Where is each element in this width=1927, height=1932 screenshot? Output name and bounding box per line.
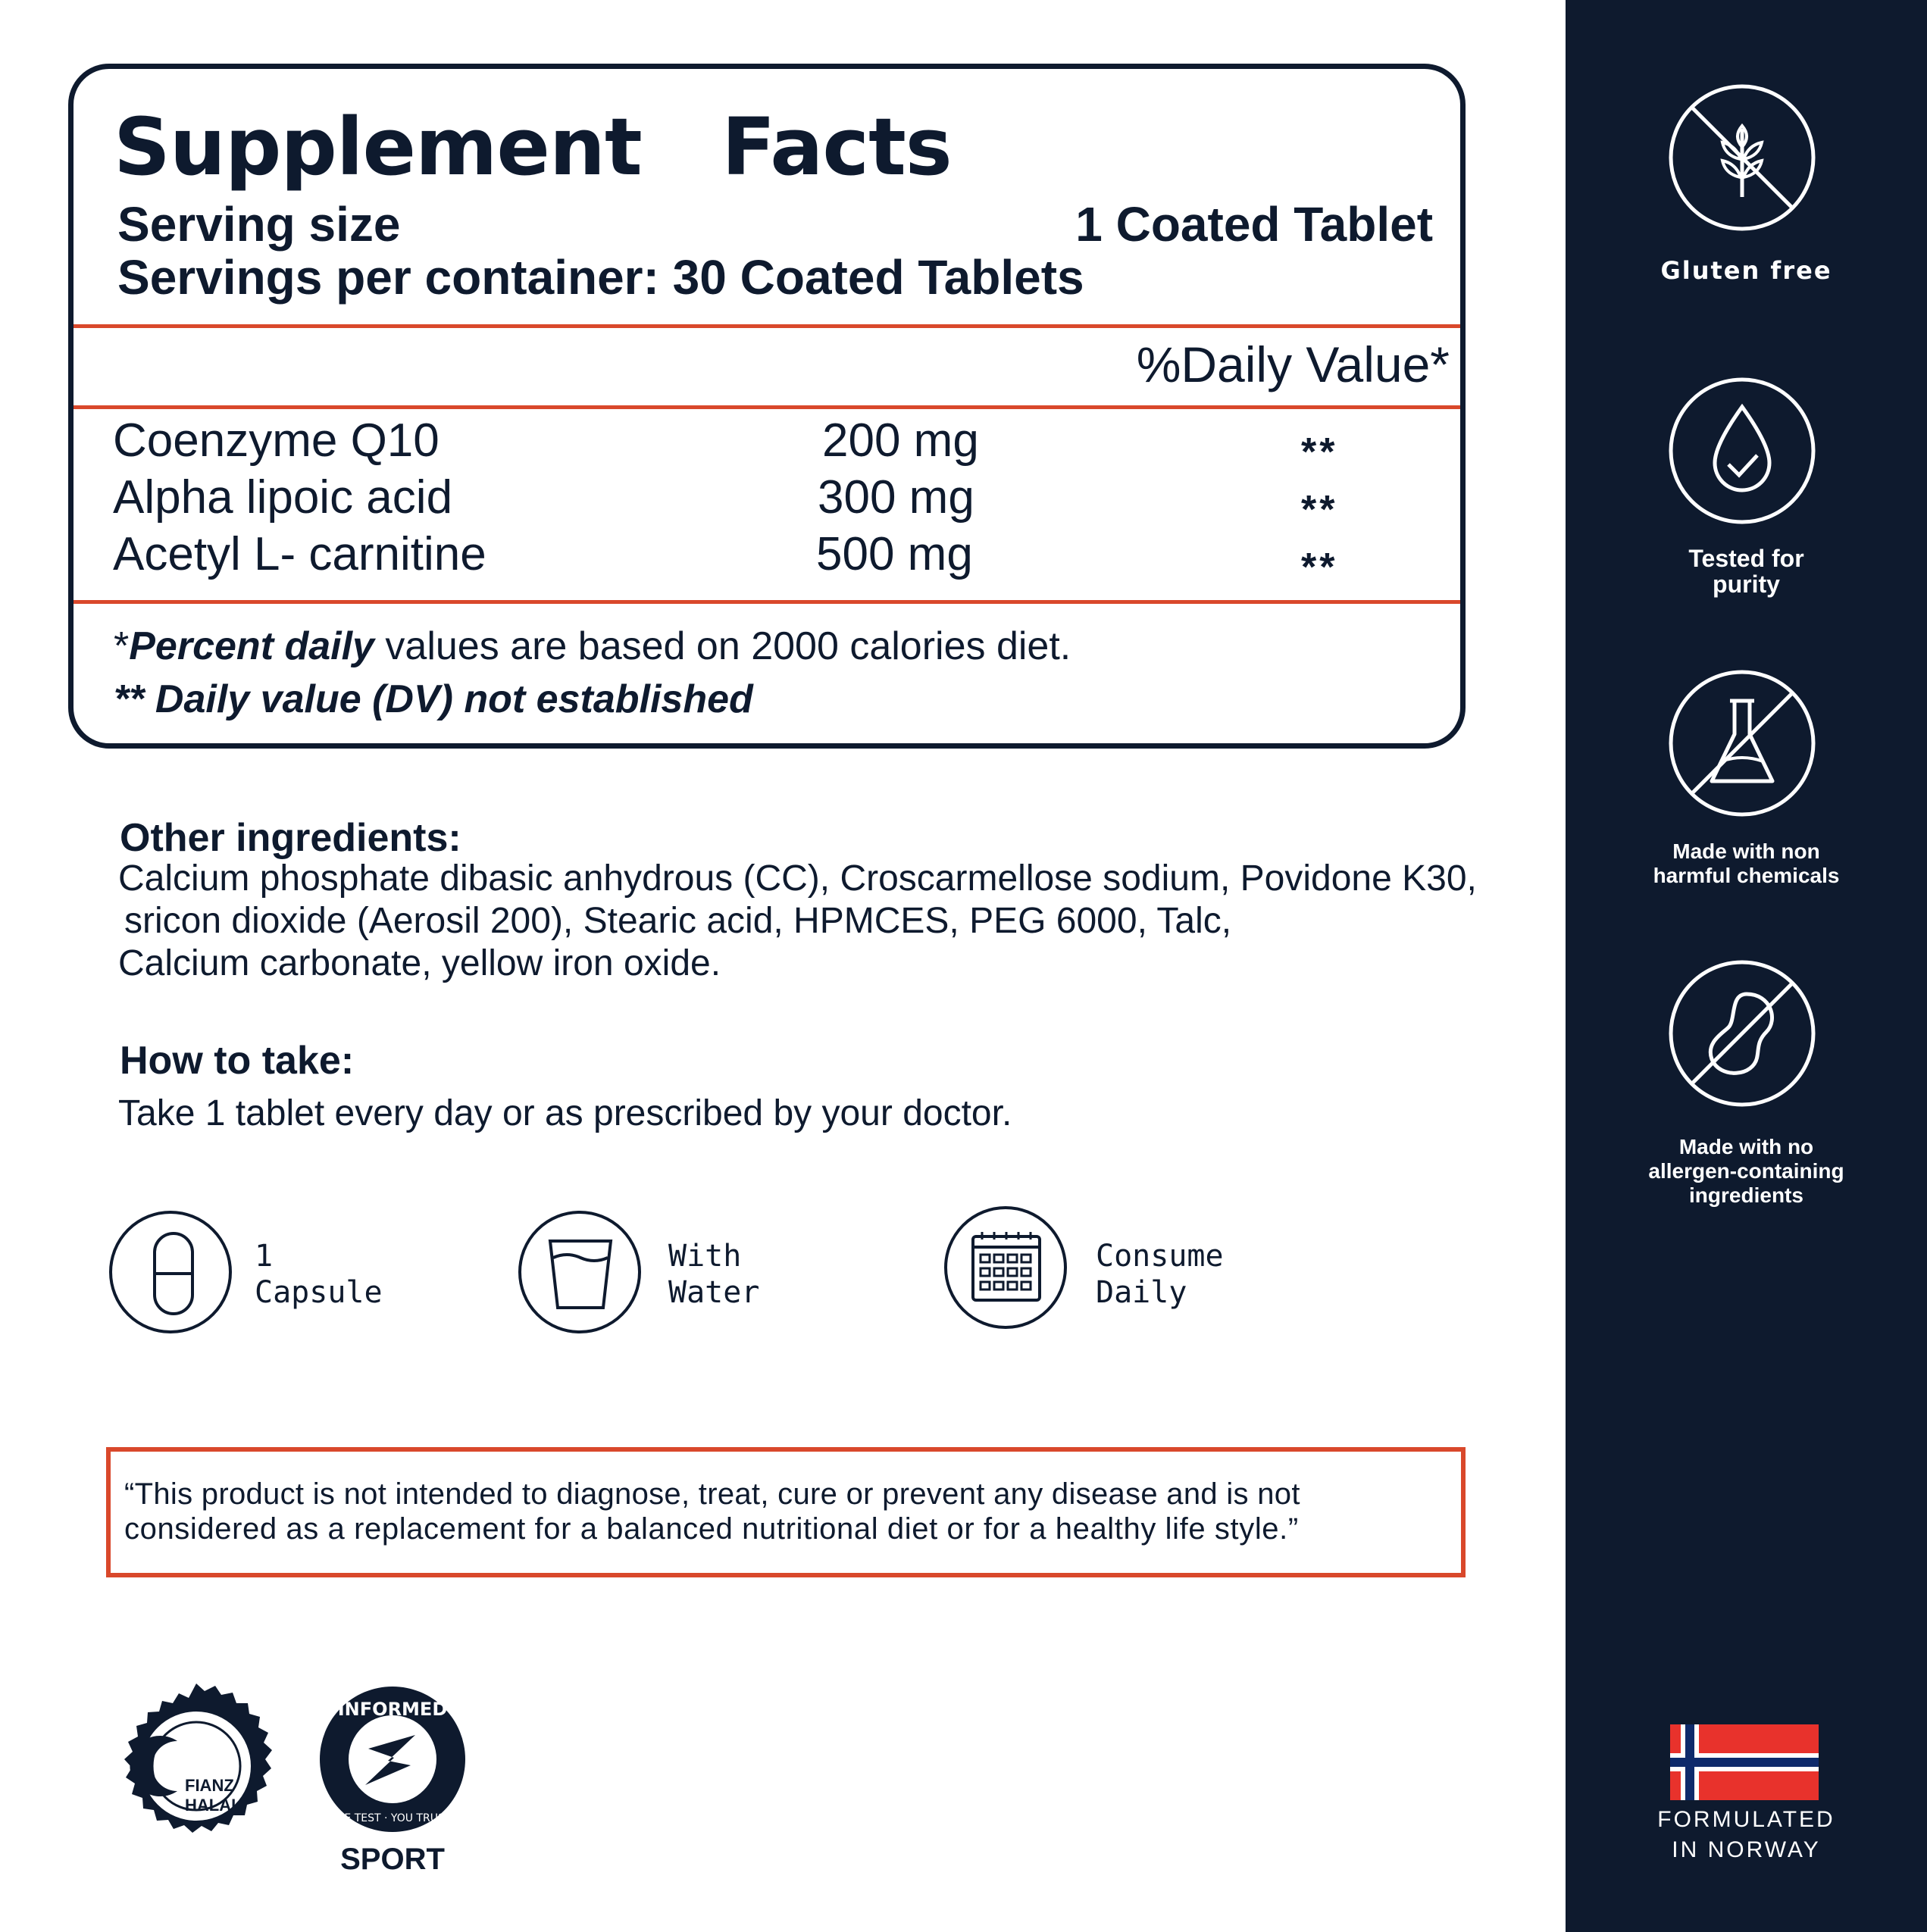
svg-text:INFORMED: INFORMED: [337, 1699, 448, 1720]
ingredient-name: Coenzyme Q10: [113, 414, 440, 467]
halal-badge-text: FIANZ HALAL: [185, 1776, 242, 1815]
serving-size-value: 1 Coated Tablet: [1075, 197, 1433, 252]
supplement-facts-panel: [68, 64, 1466, 749]
other-ingredients-line: Calcium carbonate, yellow iron oxide.: [118, 943, 721, 983]
feature-label: Gluten free: [1660, 256, 1832, 285]
other-ingredients-line: sricon dioxide (Aerosil 200), Stearic acid, HPMCES, PEG 6000, Talc,: [124, 901, 1232, 941]
ingredient-amount: 300 mg: [818, 471, 974, 524]
divider-rule: [74, 324, 1460, 328]
divider-rule: [74, 405, 1460, 409]
feature-label: Made with non harmful chemicals: [1653, 839, 1840, 887]
feature-label: Tested for purity: [1688, 545, 1804, 598]
usage-label: Consume Daily: [1096, 1239, 1224, 1310]
ingredient-amount: 500 mg: [816, 528, 973, 580]
drop-check-icon: [1668, 377, 1816, 525]
disclaimer-line: considered as a replacement for a balanced nutritional diet or for a healthy life style.”: [124, 1512, 1299, 1546]
footnote-dv-not-established: ** Daily value (DV) not established: [114, 677, 753, 721]
glass-of-water-icon: [518, 1211, 641, 1333]
facts-title: Supplement Facts: [114, 101, 952, 193]
ingredient-daily-value: **: [1301, 430, 1338, 474]
informed-sport-badge: [315, 1682, 470, 1879]
informed-sport-label: SPORT: [340, 1843, 445, 1876]
divider-rule: [74, 600, 1460, 604]
disclaimer-box: [106, 1447, 1466, 1577]
usage-label: With Water: [668, 1239, 760, 1310]
how-to-take-heading: How to take:: [120, 1039, 355, 1083]
usage-label: 1 Capsule: [255, 1239, 383, 1310]
disclaimer-line: “This product is not intended to diagnose, treat, cure or prevent any disease and is not: [124, 1477, 1300, 1511]
norway-flag-icon: [1670, 1724, 1819, 1800]
ingredient-daily-value: **: [1301, 488, 1338, 532]
ingredient-name: Acetyl L- carnitine: [113, 528, 486, 580]
serving-size-label: Serving size: [117, 197, 401, 252]
halal-certification-badge: [112, 1682, 280, 1850]
other-ingredients-line: Calcium phosphate dibasic anhydrous (CC), Croscarmellose sodium, Povidone K30,: [118, 858, 1477, 899]
ingredient-name: Alpha lipoic acid: [113, 471, 453, 524]
svg-text:WE TEST · YOU TRUST: WE TEST · YOU TRUST: [333, 1812, 452, 1824]
footnote-percent-daily: *Percent daily values are based on 2000 calories diet.: [114, 624, 1071, 668]
no-allergen-peanut-icon: [1668, 959, 1816, 1108]
gluten-free-icon: [1668, 83, 1816, 232]
features-sidebar: [1566, 0, 1927, 1932]
ingredient-daily-value: **: [1301, 546, 1338, 589]
capsule-icon: [109, 1211, 232, 1333]
feature-label: Made with no allergen-containing ingredients: [1648, 1135, 1844, 1207]
calendar-icon: [944, 1206, 1067, 1329]
servings-per-container: Servings per container: 30 Coated Tablets: [117, 250, 1084, 305]
formulated-in-norway-label: FORMULATED IN NORWAY: [1657, 1807, 1835, 1862]
no-chemicals-flask-icon: [1668, 669, 1816, 818]
how-to-take-text: Take 1 tablet every day or as prescribed by your doctor.: [118, 1093, 1012, 1133]
daily-value-header: %Daily Value*: [1136, 336, 1450, 392]
other-ingredients-heading: Other ingredients:: [120, 816, 461, 860]
ingredient-amount: 200 mg: [822, 414, 979, 467]
